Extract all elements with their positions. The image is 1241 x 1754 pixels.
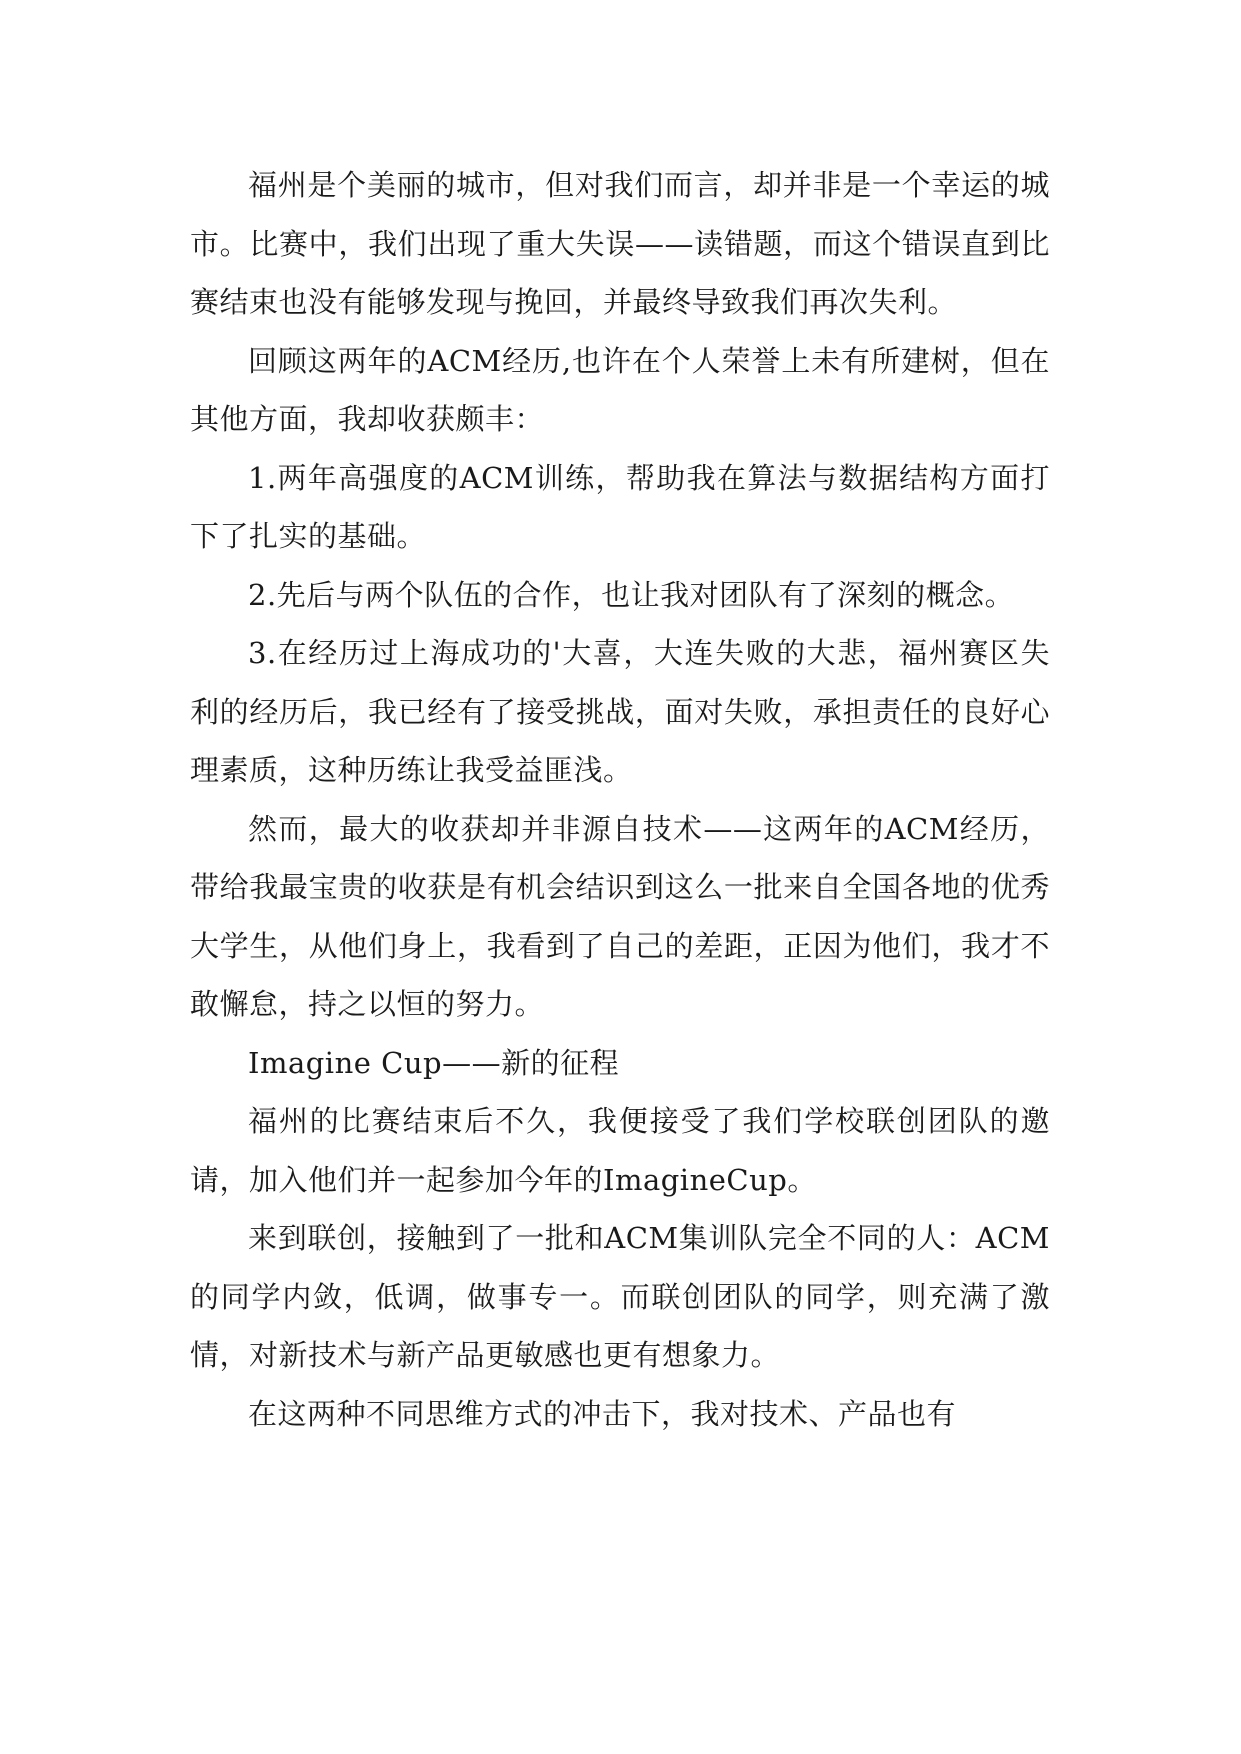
document-body — [190, 156, 1050, 1443]
paragraph-gain-3: 3.在经历过上海成功的'大喜，大连失败的大悲，福州赛区失利的经历后，我已经有了接受挑战，面对失败，承担责任的良好心理素质，这种历练让我受益匪浅。 — [190, 636, 1050, 787]
paragraph-biggest-gain: 然而，最大的收获却并非源自技术——这两年的ACM经历，带给我最宝贵的收获是有机会结识到这么一批来自全国各地的优秀大学生，从他们身上，我看到了自己的差距，正因为他们，我才不敢懈怠，持之以恒的努力。 — [190, 811, 1050, 1021]
paragraph-acm-review: 回顾这两年的ACM经历,也许在个人荣誉上未有所建树，但在其他方面，我却收获颇丰： — [190, 343, 1050, 436]
paragraph-gain-1: 1.两年高强度的ACM训练，帮助我在算法与数据结构方面打下了扎实的基础。 — [190, 460, 1050, 553]
paragraph-thinking-impact: 在这两种不同思维方式的冲击下，我对技术、产品也有 — [248, 1396, 957, 1431]
paragraph-gain-2: 2.先后与两个队伍的合作，也让我对团队有了深刻的概念。 — [248, 577, 1015, 612]
paragraph-fuzhou-loss: 福州是个美丽的城市，但对我们而言，却并非是一个幸运的城市。比赛中，我们出现了重大失误——读错题，而这个错误直到比赛结束也没有能够发现与挽回，并最终导致我们再次失利。 — [190, 168, 1050, 319]
paragraph-team-contrast: 来到联创，接触到了一批和ACM集训队完全不同的人：ACM的同学内敛，低调，做事专一。而联创团队的同学，则充满了激情，对新技术与新产品更敏感也更有想象力。 — [190, 1221, 1050, 1372]
section-heading-imagine-cup: Imagine Cup——新的征程 — [248, 1045, 620, 1080]
paragraph-join-team: 福州的比赛结束后不久，我便接受了我们学校联创团队的邀请，加入他们并一起参加今年的ImagineCup。 — [190, 1104, 1050, 1197]
